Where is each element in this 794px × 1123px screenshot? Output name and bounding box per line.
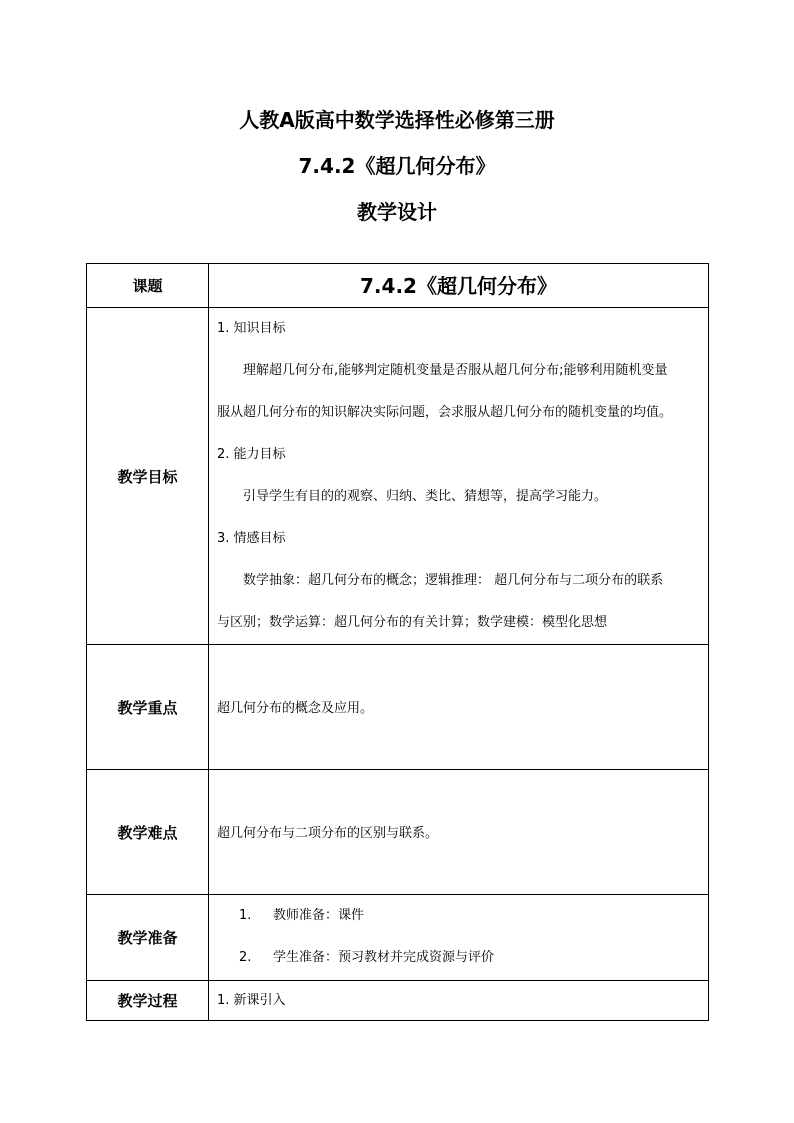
difficulties-row bbox=[87, 770, 709, 895]
objective-text: 与区别；数学运算：超几何分布的有关计算；数学建模：模型化思想 bbox=[217, 615, 608, 630]
lesson-plan-table bbox=[86, 263, 709, 1021]
objective-heading-emotion: 3. 情感目标 bbox=[217, 531, 286, 546]
difficulties-value: 超几何分布与二项分布的区别与联系。 bbox=[217, 826, 439, 841]
objectives-row bbox=[87, 308, 709, 645]
preparation-item-number: 2. bbox=[239, 950, 252, 965]
objective-heading-knowledge: 1. 知识目标 bbox=[217, 321, 286, 336]
preparation-item-number: 1. bbox=[239, 908, 252, 923]
topic-row bbox=[87, 264, 709, 308]
preparation-item bbox=[209, 937, 708, 979]
preparation-item bbox=[209, 895, 708, 937]
process-label: 教学过程 bbox=[87, 981, 209, 1021]
process-row bbox=[87, 981, 709, 1021]
objective-text: 数学抽象：超几何分布的概念；逻辑推理： 超几何分布与二项分布的联系 bbox=[243, 573, 664, 588]
objective-text: 引导学生有目的的观察、归纳、类比、猜想等，提高学习能力。 bbox=[243, 489, 608, 504]
document-title-line1: 人教A版高中数学选择性必修第三册 bbox=[239, 108, 555, 132]
preparation-label: 教学准备 bbox=[87, 895, 209, 981]
document-title-line3: 教学设计 bbox=[357, 200, 437, 224]
document-header bbox=[0, 104, 794, 242]
topic-value: 7.4.2《超几何分布》 bbox=[360, 273, 557, 298]
key-points-label: 教学重点 bbox=[87, 645, 209, 770]
objectives-label: 教学目标 bbox=[87, 308, 209, 645]
objective-heading-ability: 2. 能力目标 bbox=[217, 447, 286, 462]
process-value: 1. 新课引入 bbox=[217, 992, 286, 1008]
topic-label: 课题 bbox=[87, 264, 209, 308]
objective-text: 理解超几何分布,能够判定随机变量是否服从超几何分布;能够利用随机变量 bbox=[243, 363, 668, 378]
document-title-line2: 7.4.2《超几何分布》 bbox=[298, 154, 496, 178]
difficulties-label: 教学难点 bbox=[87, 770, 209, 895]
objective-text: 服从超几何分布的知识解决实际问题，会求服从超几何分布的随机变量的均值。 bbox=[217, 405, 673, 420]
key-points-value: 超几何分布的概念及应用。 bbox=[217, 701, 374, 716]
key-points-row bbox=[87, 645, 709, 770]
preparation-item-text: 学生准备：预习教材并完成资源与评价 bbox=[273, 950, 495, 965]
preparation-row bbox=[87, 895, 709, 981]
preparation-item-text: 教师准备：课件 bbox=[273, 908, 365, 923]
